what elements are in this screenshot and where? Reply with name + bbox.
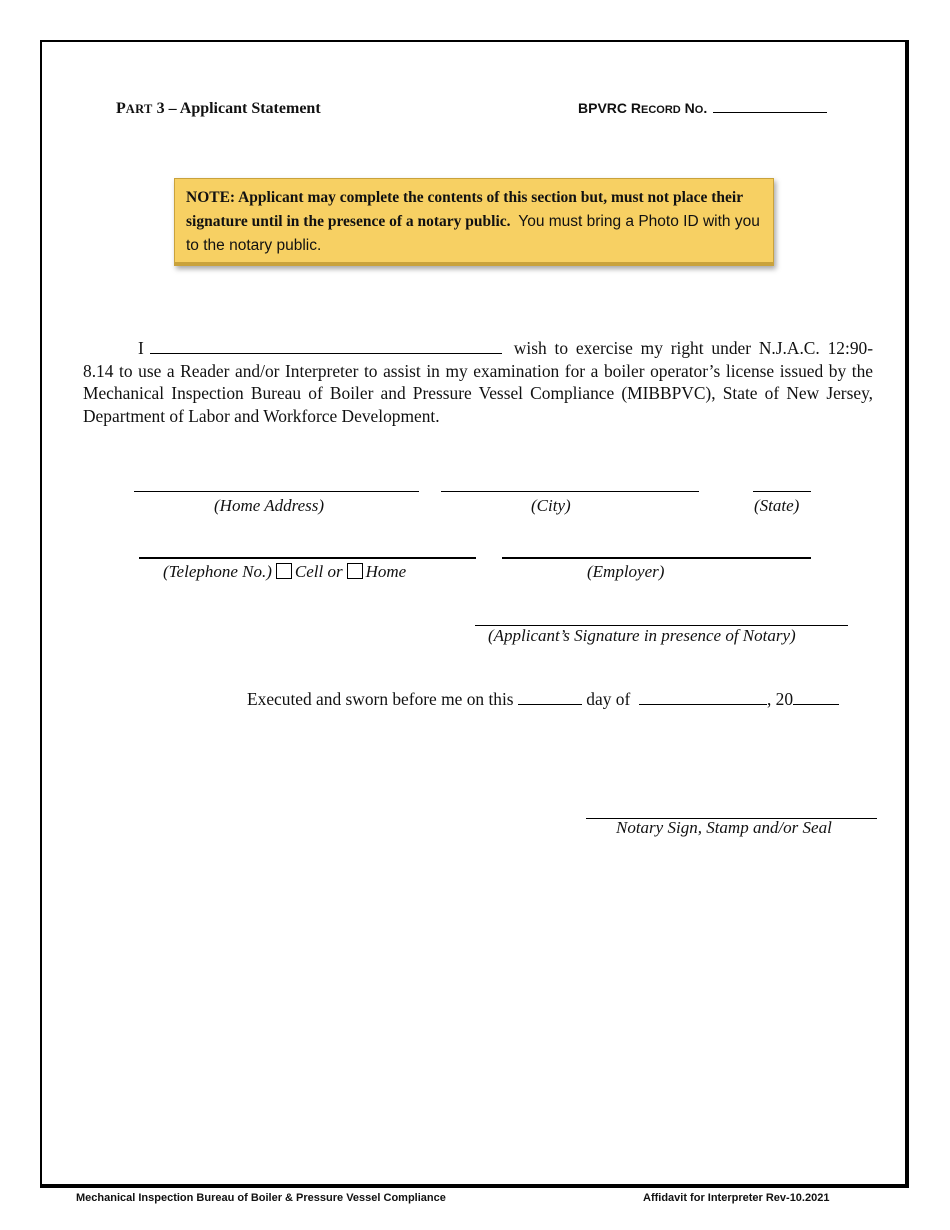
part-title: PART 3 – Applicant Statement xyxy=(116,100,321,117)
telephone-label: (Telephone No.) Cell or Home xyxy=(163,562,407,581)
record-number: BPVRC RECORD NO. xyxy=(578,100,827,116)
footer-revision: Affidavit for Interpreter Rev-10.2021 xyxy=(643,1192,830,1204)
note-box xyxy=(174,178,774,266)
executed-line: Executed and sworn before me on this day of , 20 xyxy=(247,689,839,710)
applicant-statement: I wish to exercise my right under N.J.A.C. 12:90-8.14 to use a Reader and/or Interpreter to assist in my examination for a boiler operator’s license issued by the Mechanical Inspection Bureau of Boiler and Pressure Vessel Compliance (MIBBPVC), State of New Jersey, Department of Labor and Workforce Development. xyxy=(83,338,873,426)
cell-checkbox[interactable] xyxy=(276,563,292,579)
note-plain-text: You must bring a Photo ID with you to the notary public. xyxy=(186,213,760,254)
day-field[interactable] xyxy=(518,690,582,705)
employer-field[interactable] xyxy=(502,557,811,559)
month-field[interactable] xyxy=(639,690,767,705)
footer-agency: Mechanical Inspection Bureau of Boiler & Pressure Vessel Compliance xyxy=(76,1192,446,1204)
home-address-field[interactable] xyxy=(134,491,419,492)
home-checkbox[interactable] xyxy=(347,563,363,579)
state-field[interactable] xyxy=(753,491,811,492)
notary-label: Notary Sign, Stamp and/or Seal xyxy=(616,818,832,837)
employer-label: (Employer) xyxy=(587,562,665,581)
city-label: (City) xyxy=(531,496,571,515)
city-field[interactable] xyxy=(441,491,699,492)
applicant-name-field[interactable] xyxy=(150,339,502,354)
record-number-field[interactable] xyxy=(713,100,827,113)
year-field[interactable] xyxy=(793,690,839,705)
state-label: (State) xyxy=(754,496,800,515)
home-address-label: (Home Address) xyxy=(214,496,325,515)
note-bold-text: NOTE: Applicant may complete the contents of this section but, must not place their signature until in the presence of a notary public. xyxy=(186,189,743,230)
applicant-signature-label: (Applicant’s Signature in presence of Notary) xyxy=(488,626,796,645)
telephone-field[interactable] xyxy=(139,557,476,559)
